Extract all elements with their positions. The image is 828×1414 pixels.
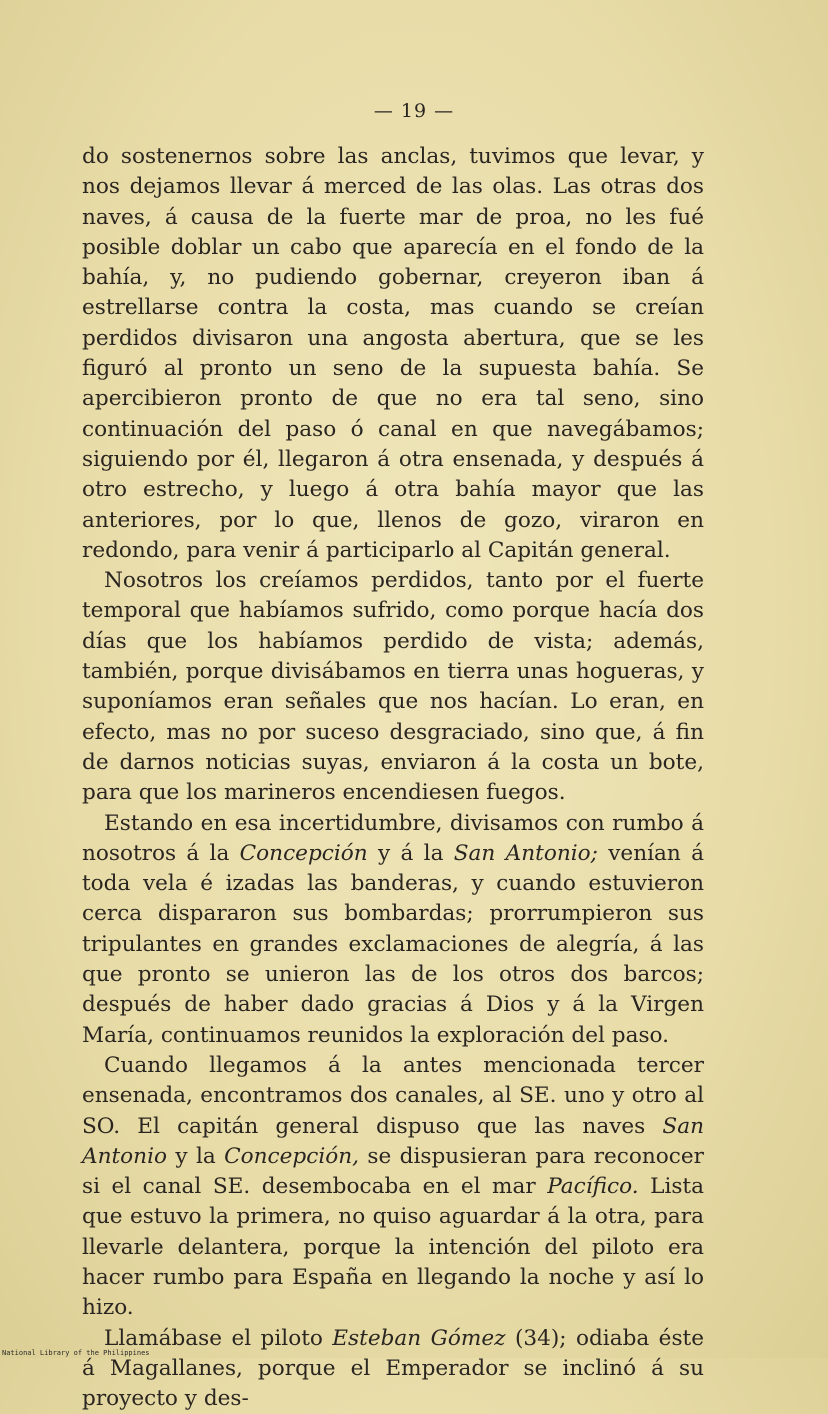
italic-text-run: San Antonio [82,1113,704,1169]
text-run: (34); odiaba éste á Magallanes, porque el Emperador se inclinó á su proyecto y des- [82,1325,705,1412]
text-run: Estando en esa incertidumbre, divisamos con rumbo á nosotros á la [82,810,704,866]
italic-text-run: Concepción, [224,1143,360,1169]
text-run: y la [167,1143,225,1169]
text-run: do sostenernos sobre las anclas, tuvimos que levar, y nos dejamos llevar á merced de las olas. Las otras dos naves, á causa de la fuerte mar de proa, no les fué posible doblar un cabo que aparecía en el fondo de la bahía, y, no pudiendo gobernar, creyeron iban á estrellarse contra la costa, mas cuando se creían perdidos divisaron una angosta abertura, que se les figuró al pronto un seno de la supuesta bahía. Se apercibieron pronto de que no era tal seno, sino continuación del paso ó canal en que navegábamos; siguiendo por él, llegaron á otra ensenada, y después á otro estrecho, y luego á otra bahía mayor que las anteriores, por lo que, llenos de gozo, viraron en redondo, para venir á participarlo al Capitán general. [82,144,704,563]
paragraph [82,809,704,1051]
italic-text-run: Esteban Gómez [332,1325,506,1351]
paragraph [82,566,704,808]
text-run: Lista que estuvo la primera, no quiso aguardar á la otra, para llevarle delantera, porque la intención del piloto era hacer rumbo para España en llegando la noche y así lo hizo. [82,1174,704,1321]
italic-text-run: San Antonio; [453,840,598,866]
text-run: se dispusieran para reconocer si el canal SE. desembocaba en el mar [82,1143,705,1200]
text-run: y á la [367,840,454,866]
library-stamp: National Library of the Philippines [2,1349,150,1357]
text-run: Cuando llegamos á la antes mencionada tercer ensenada, encontramos dos canales, al SE. uno y otro al SO. El capitán general dispuso que las naves [82,1052,704,1139]
text-run: venían á toda vela é izadas las banderas, y cuando estuvieron cerca dispararon sus bombardas; prorrumpieron sus tripulantes en grandes exclamaciones de alegría, á las que pronto se unieron las de los otros dos barcos; después de haber dado gracias á Dios y á la Virgen María, continuamos reunidos la exploración del paso. [82,840,704,1048]
italic-text-run: Concepción [239,840,368,866]
paragraph [82,142,704,566]
body-text [82,142,704,1414]
italic-text-run: Pacífico. [547,1174,639,1200]
page-number: — 19 — [373,100,455,122]
paragraph [82,1051,704,1324]
text-run: Nosotros los creíamos perdidos, tanto por el fuerte temporal que habíamos sufrido, como porque hacía dos días que los habíamos perdido de vista; además, también, porque divisábamos en tierra unas hogueras, y suponíamos eran señales que nos hacían. Lo eran, en efecto, mas no por suceso desgraciado, sino que, á fin de darnos noticias suyas, enviaron á la costa un bote, para que los marineros encendiesen fuegos. [82,568,704,806]
paragraph [82,1324,704,1414]
text-run: Llamábase el piloto [104,1325,333,1351]
